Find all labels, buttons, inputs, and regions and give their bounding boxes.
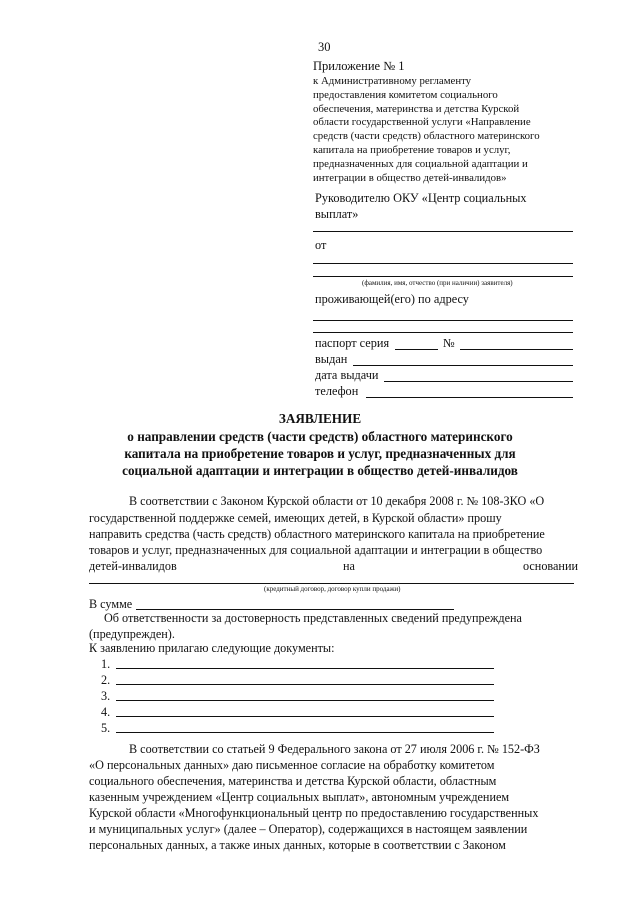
statement-title: ЗАЯВЛЕНИЕ	[278, 411, 362, 426]
consent-line: Курской области «Многофункциональный центр по предоставлению государственных	[89, 806, 539, 820]
document-item-field[interactable]	[116, 668, 494, 669]
name-field-line-1[interactable]	[313, 263, 573, 264]
passport-label: паспорт серия	[315, 336, 390, 350]
appendix-line: капитала на приобретение товаров и услуг,	[313, 143, 511, 156]
consent-line: «О персональных данных» даю письменное согласие на обработку комитетом	[89, 758, 495, 772]
statement-subtitle-line: о направлении средств (части средств) областного материнского	[127, 429, 513, 444]
address-field-line-2[interactable]	[313, 332, 573, 333]
passport-series-field[interactable]	[395, 349, 438, 350]
issue-date-field[interactable]	[384, 381, 573, 382]
appendix-line: предоставления комитетом социального	[313, 88, 498, 101]
page-number: 30	[318, 40, 331, 54]
appendix-text	[313, 75, 540, 185]
paragraph-line-middle: на	[343, 559, 355, 573]
appendix-line: области государственной услуги «Направление	[313, 116, 531, 129]
document-item-number: 3.	[101, 689, 111, 703]
document-item-number: 4.	[101, 705, 111, 719]
document-item-field[interactable]	[116, 732, 494, 733]
basis-field[interactable]	[89, 583, 574, 584]
responsibility-warned: (предупрежден).	[89, 627, 175, 641]
paragraph-line: направить средства (часть средств) областного материнского капитала на приобретение	[89, 527, 545, 541]
documents-label: К заявлению прилагаю следующие документы:	[89, 641, 335, 655]
basis-caption: (кредитный договор, договор купли продажи)	[264, 585, 401, 593]
passport-number-sign: №	[443, 336, 455, 350]
phone-field[interactable]	[366, 397, 573, 398]
addressee-line-2: выплат»	[315, 207, 359, 221]
issued-by-label: выдан	[315, 352, 348, 366]
paragraph-line: товаров и услуг, предназначенных для социальной адаптации и интеграции в общество	[89, 543, 543, 557]
appendix-line: предназначенных для социальной адаптации и	[313, 157, 528, 170]
name-caption: (фамилия, имя, отчество (при наличии) заявителя)	[362, 279, 513, 287]
issue-date-label: дата выдачи	[315, 368, 379, 382]
document-item-number: 1.	[101, 657, 111, 671]
paragraph-line-start: детей-инвалидов	[89, 559, 177, 573]
document-item-number: 5.	[101, 721, 111, 735]
consent-line: В соответствии со статьей 9 Федерального закона от 27 июля 2006 г. № 152-ФЗ	[129, 742, 540, 756]
responsibility-text: Об ответственности за достоверность представленных сведений предупреждена	[104, 611, 522, 625]
appendix-line: интеграции в общество детей-инвалидов»	[313, 171, 507, 184]
document-item-number: 2.	[101, 673, 111, 687]
consent-line: персональных данных, а также иных данных, которые в соответствии с Законом	[89, 838, 506, 852]
address-field-line-1[interactable]	[313, 320, 573, 321]
from-label: от	[315, 238, 327, 252]
document-item-field[interactable]	[116, 700, 494, 701]
appendix-line: обеспечения, материнства и детства Курской	[313, 102, 520, 115]
paragraph-line: государственной поддержке семей, имеющих детей, в Курской области» прошу	[89, 511, 502, 525]
consent-line: и муниципальных услуг» (далее – Оператор), содержащихся в настоящем заявлении	[89, 822, 528, 836]
sum-label: В сумме	[89, 597, 133, 611]
consent-line: социального обеспечения, материнства и детства Курской области, областным	[89, 774, 497, 788]
statement-subtitle-line: капитала на приобретение товаров и услуг, предназначенных для	[124, 446, 516, 461]
consent-line: казенным учреждением «Центр социальных выплат», автономным учреждением	[89, 790, 510, 804]
phone-label: телефон	[315, 384, 359, 398]
document-item-field[interactable]	[116, 716, 494, 717]
statement-subtitle-line: социальной адаптации и интеграции в общество детей-инвалидов	[122, 463, 518, 478]
passport-number-field[interactable]	[460, 349, 573, 350]
residing-label: проживающей(его) по адресу	[315, 292, 469, 306]
appendix-line: к Административному регламенту	[313, 75, 472, 87]
sum-field[interactable]	[136, 609, 454, 610]
addressee-line-1: Руководителю ОКУ «Центр социальных	[315, 191, 527, 205]
addressee-underline	[313, 231, 573, 232]
name-field-line-2[interactable]	[313, 276, 573, 277]
issued-by-field[interactable]	[353, 365, 573, 366]
appendix-line: средств (части средств) областного материнского	[313, 130, 540, 143]
paragraph-line: В соответствии с Законом Курской области от 10 декабря 2008 г. № 108-ЗКО «О	[129, 494, 545, 508]
document-item-field[interactable]	[116, 684, 494, 685]
appendix-title: Приложение № 1	[313, 59, 405, 73]
paragraph-line-end: основании	[523, 559, 578, 573]
